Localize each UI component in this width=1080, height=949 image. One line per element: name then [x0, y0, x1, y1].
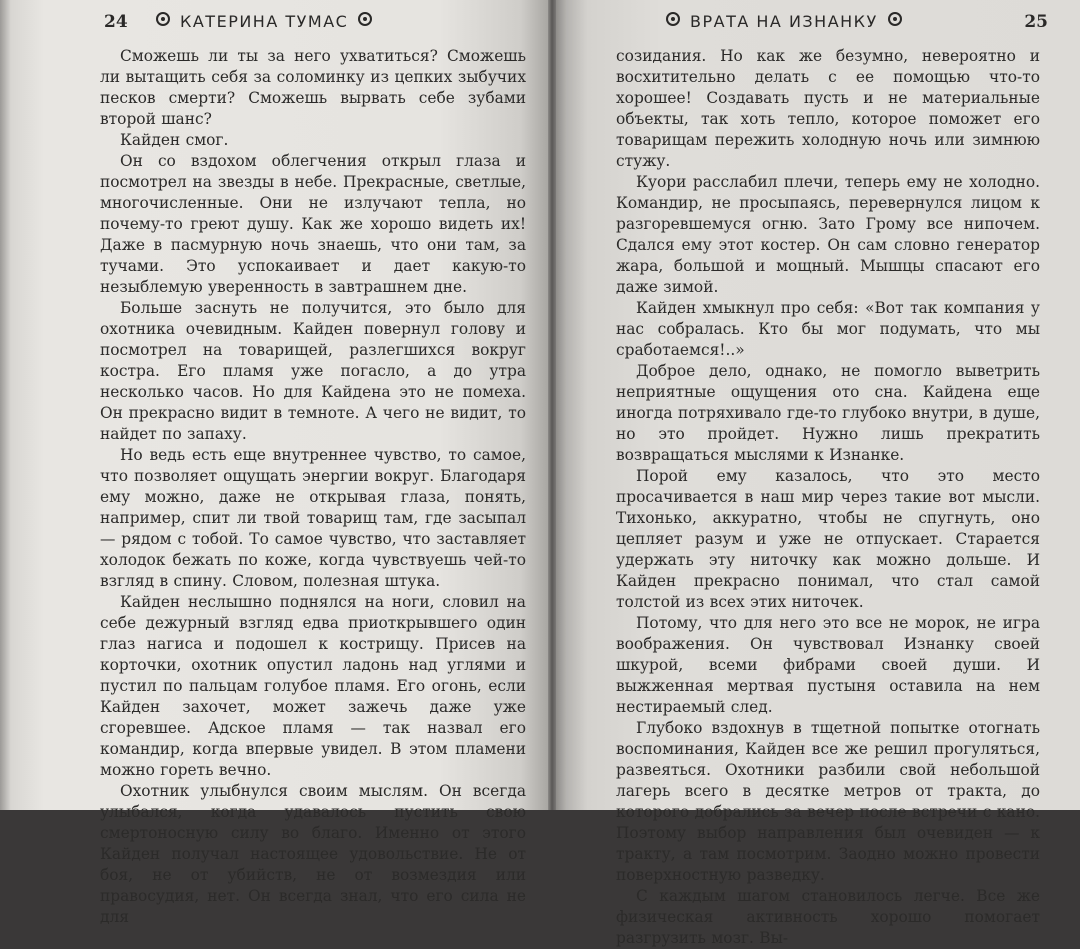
- paragraph: Кайден смог.: [120, 131, 229, 149]
- right-page-number: 25: [1024, 12, 1048, 32]
- right-running-head-text: ВРАТА НА ИЗНАНКУ: [690, 12, 878, 31]
- paragraph: Кайден хмыкнул про себя: «Вот так компания у нас собралась. Кто бы мог подумать, что мы сработаемся!..»: [616, 299, 1040, 359]
- ornament-icon: [156, 12, 170, 26]
- paragraph: Сможешь ли ты за него ухватиться? Сможешь ли вытащить себя за соломинку из цепких зыбучих песков смерти? Сможешь вырвать себе зубами второй шанс?: [100, 47, 526, 128]
- paragraph: Доброе дело, однако, не помогло выветрить неприятные ощущения ото сна. Кайдена еще иногда потряхивало где-то глубоко внутри, в душе, но это пройдет. Нужно лишь прекратить возвращаться мыслями к Изнанке.: [616, 362, 1040, 464]
- ornament-icon: [888, 12, 902, 26]
- ornament-icon: [666, 12, 680, 26]
- left-running-header: [46, 12, 526, 36]
- book-spine: [548, 0, 556, 810]
- ornament-icon: [358, 12, 372, 26]
- paragraph: Куори расслабил плечи, теперь ему не холодно. Командир, не просыпаясь, перевернулся лицом к разгоревшемуся огню. Зато Грому все нипочем. Сдался ему этот костер. Он сам словно генератор жара, большой и мощный. Мышцы спасают его даже зимой.: [616, 173, 1040, 296]
- left-page-number: 24: [104, 12, 128, 32]
- paragraph: Потому, что для него это все не морок, не игра воображения. Он чувствовал Изнанку своей шкурой, всеми фибрами своей души. И выжженная мертвая пустыня оставила на нем нестираемый след.: [616, 614, 1040, 716]
- left-running-head-text: КАТЕРИНА ТУМАС: [180, 12, 349, 31]
- paragraph: Порой ему казалось, что это место просачивается в наш мир через такие вот мысли. Тихонько, аккуратно, чтобы не спугнуть, оно цепляет разум и уже не отпускает. Старается удержать эту ниточку как можно дольше. И Кайден прекрасно понимал, что стал самой толстой из всех этих ниточек.: [616, 467, 1040, 611]
- left-page-text: [100, 46, 526, 928]
- paragraph: Глубоко вздохнув в тщетной попытке отогнать воспоминания, Кайден все же решил прогуляться, развеяться. Охотники разбили свой небольшой лагерь всего в десятке метров от тракта, до которого добрались за вечер после встречи с кано. Поэтому выбор направления был очевиден — к тракту, а там посмотрим. Заодно можно провести поверхностную разведку.: [616, 719, 1040, 884]
- right-page: [556, 0, 1080, 947]
- paragraph: Охотник улыбнулся своим мыслям. Он всегда улыбался, когда удавалось пустить свою смертоносную силу во благо. Именно от этого Кайден получал настоящее удовольствие. Не от боя, не от убийств, не от возмездия или правосудия, нет. Он всегда знал, что его сила не для: [100, 782, 526, 926]
- right-running-header: [616, 12, 1048, 36]
- paragraph: Кайден неслышно поднялся на ноги, словил на себе дежурный взгляд едва приоткрывшего один глаз нагиса и подошел к кострищу. Присев на корточки, охотник опустил ладонь над углями и пустил по пальцам голубое пламя. Его огонь, если Кайден захочет, может зажечь даже уже сгоревшее. Адское пламя — так назвал его командир, когда впервые увидел. В этом пламени можно гореть вечно.: [100, 593, 526, 779]
- paragraph: Он со вздохом облегчения открыл глаза и посмотрел на звезды в небе. Прекрасные, светлые, многочисленные. Они не излучают тепла, но почему-то греют душу. Как же хорошо видеть их! Даже в пасмурную ночь знаешь, что они там, за тучами. Это успокаивает и дает какую-то незыблемую уверенность в завтрашнем дне.: [100, 152, 526, 296]
- right-running-head: [656, 12, 912, 31]
- left-page: [0, 0, 548, 926]
- left-running-head: [146, 12, 382, 31]
- right-page-text: [616, 46, 1040, 949]
- paragraph: С каждым шагом становилось легче. Все же физическая активность хорошо помогает разгрузить мозг. Вы-: [616, 887, 1040, 947]
- paragraph: Больше заснуть не получится, это было для охотника очевидным. Кайден повернул голову и посмотрел на товарищей, разлегшихся вокруг костра. Его пламя уже погасло, а до утра несколько часов. Но для Кайдена это не помеха. Он прекрасно видит в темноте. А чего не видит, то найдет по запаху.: [100, 299, 526, 443]
- paragraph: Но ведь есть еще внутреннее чувство, то самое, что позволяет ощущать энергии вокруг. Благодаря ему можно, даже не открывая глаза, понять, например, спит ли твой товарищ там, где засыпал — рядом с тобой. То самое чувство, что заставляет холодок бежать по коже, когда чувствуешь чей-то взгляд в спину. Словом, полезная штука.: [100, 446, 526, 590]
- paragraph-continued: созидания. Но как же безумно, невероятно и восхитительно делать с ее помощью что-то хорошее! Создавать пусть и не материальные объекты, так хоть тепло, которое поможет его товарищам пережить холодную ночь или зимнюю стужу.: [616, 47, 1040, 170]
